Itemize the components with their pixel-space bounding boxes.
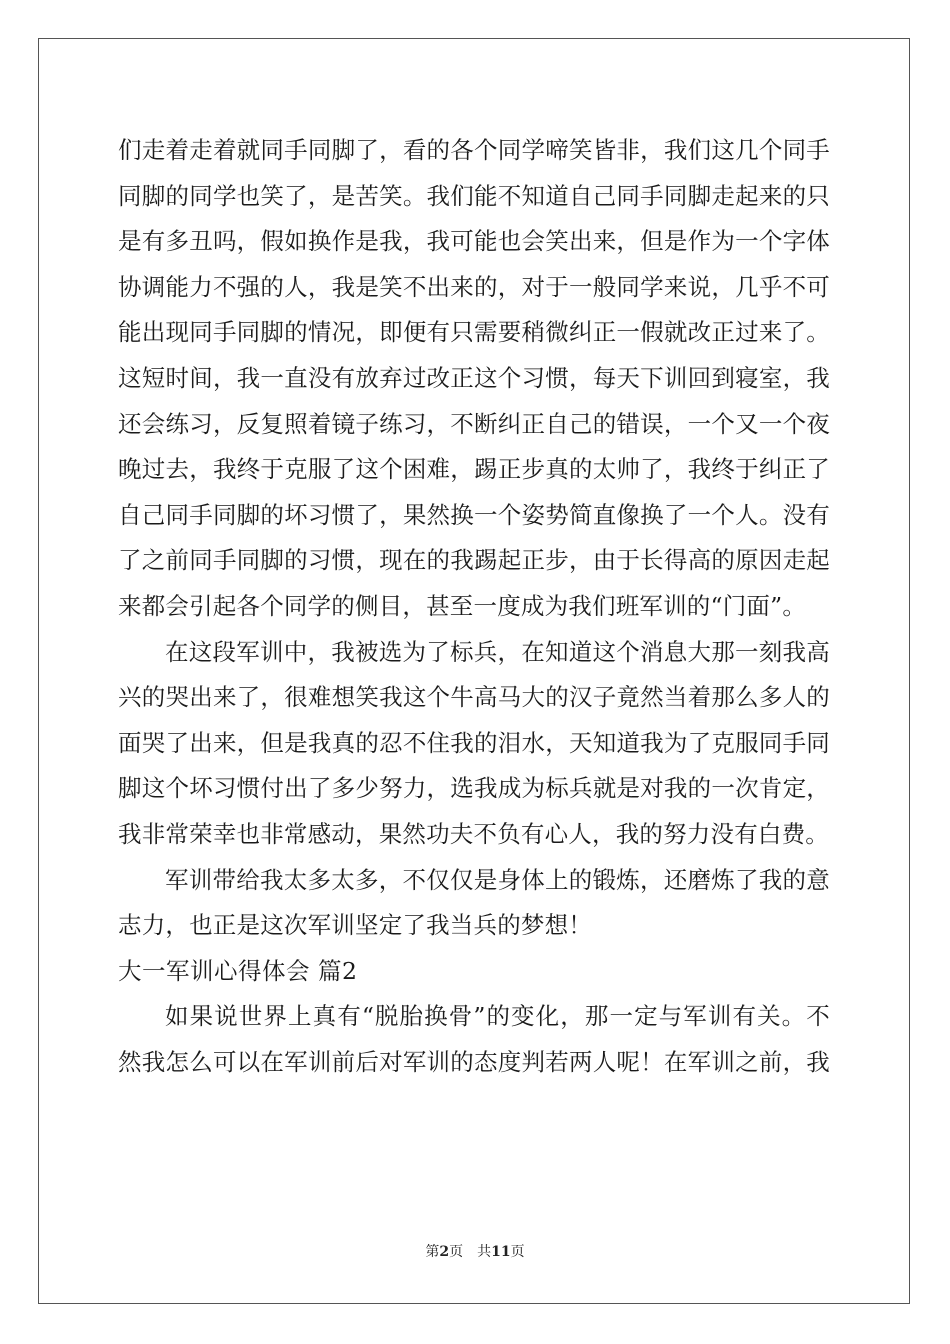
total-page-count: 11 (491, 1244, 511, 1260)
text-line: 我非常荣幸也非常感动，果然功夫不负有心人，我的努力没有白费。 (118, 819, 829, 848)
text-line: 兴的哭出来了，很难想笑我这个牛高马大的汉子竟然当着那么多人的 (118, 683, 830, 712)
page-footer (0, 1241, 950, 1261)
text-line: 是有多丑吗，假如换作是我，我可能也会笑出来，但是作为一个字体 (118, 227, 830, 256)
text-line: 脚这个坏习惯付出了多少努力，选我成为标兵就是对我的一次肯定， (118, 774, 830, 803)
text-line: 面哭了出来，但是我真的忍不住我的泪水，天知道我为了克服同手同 (118, 728, 830, 757)
total-label-suffix: 页 (510, 1244, 525, 1260)
total-label-prefix: 共 (477, 1244, 492, 1260)
text-line: 还会练习，反复照着镜子练习，不断纠正自己的错误，一个又一个夜 (118, 409, 830, 438)
page-label-prefix: 第 (425, 1244, 440, 1260)
text-line: 自己同手同脚的坏习惯了，果然换一个姿势简直像换了一个人。没有 (118, 500, 830, 529)
text-line: 晚过去，我终于克服了这个困难，踢正步真的太帅了，我终于纠正了 (118, 455, 830, 484)
text-line: 协调能力不强的人，我是笑不出来的，对于一般同学来说，几乎不可 (118, 272, 830, 301)
paragraph-start-line: 军训带给我太多太多，不仅仅是身体上的锻炼，还磨炼了我的意 (165, 865, 830, 894)
text-line: 志力，也正是这次军训坚定了我当兵的梦想！ (118, 911, 592, 940)
text-line: 来都会引起各个同学的侧目，甚至一度成为我们班军训的“门面”。 (118, 591, 807, 620)
text-line: 了之前同手同脚的习惯，现在的我踢起正步，由于长得高的原因走起 (118, 546, 830, 575)
document-body (118, 128, 830, 1085)
current-page-number: 2 (439, 1244, 450, 1260)
page-label-suffix: 页 (449, 1244, 464, 1260)
section-heading: 大一军训心得体会 篇2 (118, 956, 358, 985)
text-line: 能出现同手同脚的情况，即便有只需要稍微纠正一假就改正过来了。 (118, 318, 830, 347)
text-line: 然我怎么可以在军训前后对军训的态度判若两人呢！在军训之前，我 (118, 1047, 830, 1076)
text-line: 这短时间，我一直没有放弃过改正这个习惯，每天下训回到寝室，我 (118, 363, 830, 392)
text-line: 们走着走着就同手同脚了，看的各个同学啼笑皆非，我们这几个同手 (118, 136, 830, 164)
text-line: 同脚的同学也笑了，是苦笑。我们能不知道自己同手同脚走起来的只 (118, 181, 830, 210)
paragraph-start-line: 如果说世界上真有“脱胎换骨”的变化，那一定与军训有关。不 (165, 1002, 830, 1031)
paragraph-start-line: 在这段军训中，我被选为了标兵，在知道这个消息大那一刻我高 (165, 637, 830, 666)
